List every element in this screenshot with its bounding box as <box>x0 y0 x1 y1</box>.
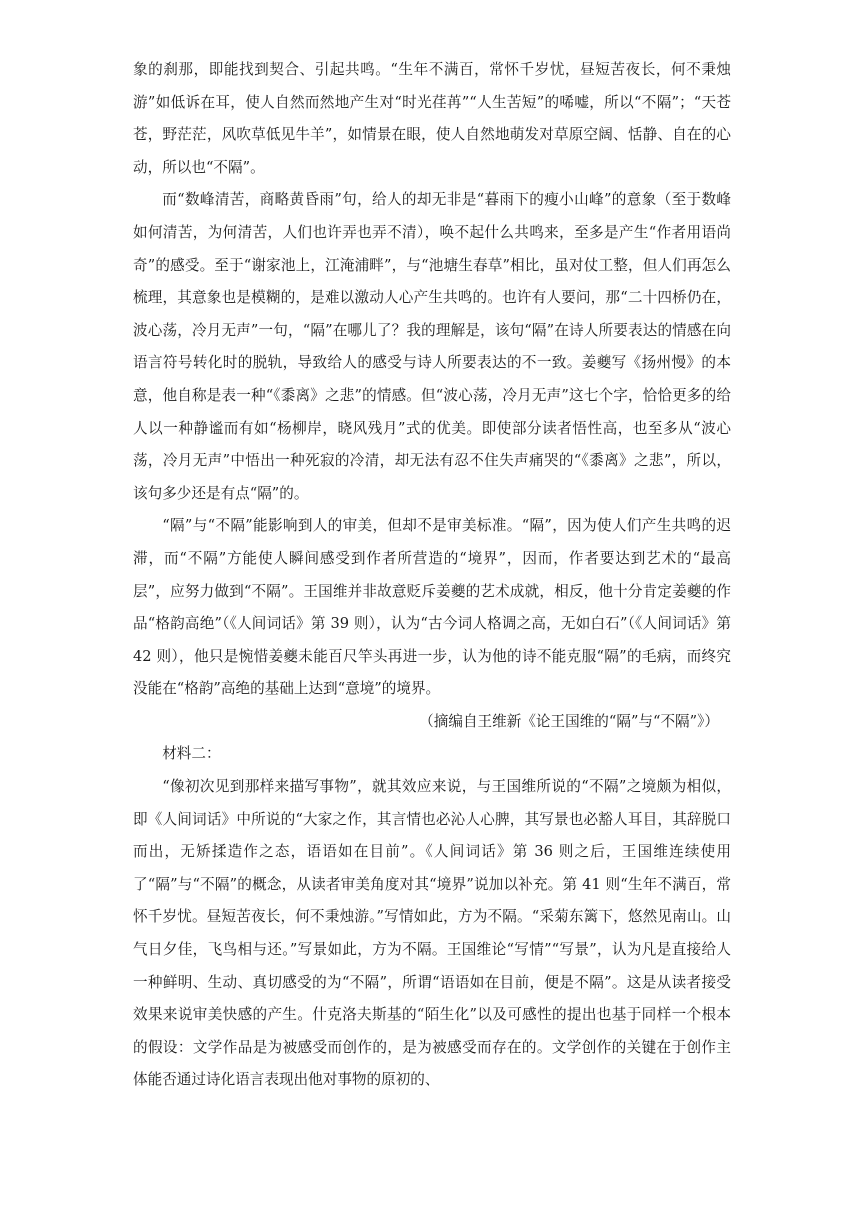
document-page <box>133 54 731 1097</box>
paragraph-4: “像初次见到那样来描写事物”，就其效应来说，与王国维所说的“不隔”之境颇为相似，即《人间词话》中所说的“大家之作，其言情也必沁人心脾，其写景也必豁人耳目，其辞脱口而出，无矫揉造作之态，语语如在目前”。《人间词话》第 36 则之后，王国维连续使用了“隔”与“不隔”的概念，从读者审美角度对其“境界”说加以补充。第 41 则“生年不满百，常怀千岁忧。昼短苦夜长，何不秉烛游。”写情如此，方为不隔。“采菊东篱下，悠然见南山。山气日夕佳，飞鸟相与还。”写景如此，方为不隔。王国维论“写情”“写景”，认为凡是直接给人一种鲜明、生动、真切感受的为“不隔”，所谓“语语如在目前，便是不隔”。这是从读者接受效果来说审美快感的产生。什克洛夫斯基的“陌生化”以及可感性的提出也基于同样一个根本的假设：文学作品是为被感受而创作的，是为被感受而存在的。文学创作的关键在于创作主体能否通过诗化语言表现出他对事物的原初的、 <box>133 778 731 1089</box>
paragraph-3: “隔”与“不隔”能影响到人的审美，但却不是审美标准。“隔”，因为使人们产生共鸣的迟滞，而“不隔”方能使人瞬间感受到作者所营造的“境界”，因而，作者要达到艺术的“最高层”，应努力做到“不隔”。王国维并非故意贬斥姜夔的艺术成就，相反，他十分肯定姜夔的作品“格韵高绝”（《人间词话》第 39 则），认为“古今词人格调之高，无如白石”（《人间词话》第 42 则），他只是惋惜姜夔未能百尺竿头再进一步，认为他的诗不能克服“隔”的毛病，而终究没能在“格韵”高绝的基础上达到“意境”的境界。 <box>133 517 731 698</box>
source-citation: （摘编自王维新《论王国维的“隔”与“不隔”》） <box>419 712 719 730</box>
section-heading: 材料二： <box>162 745 221 763</box>
paragraph-2: 而“数峰清苦，商略黄昏雨”句，给人的却无非是“暮雨下的瘦小山峰”的意象（至于数峰如何清苦，为何清苦，人们也许弄也弄不清），唤不起什么共鸣来，至多是产生“作者用语尚奇”的感受。至于“谢家池上，江淹浦畔”，与“池塘生春草”相比，虽对仗工整，但人们再怎么梳理，其意象也是模糊的，是难以激动人心产生共鸣的。也许有人要问，那“二十四桥仍在，波心荡，冷月无声”一句，“隔”在哪儿了？我的理解是，该句“隔”在诗人所要表达的情感在向语言符号转化时的脱轨，导致给人的感受与诗人所要表达的不一致。姜夔写《扬州慢》的本意，他自称是表一种“《黍离》之悲”的情感。但“波心荡，冷月无声”这七个字，恰恰更多的给人以一种静谧而有如“杨柳岸，晓风残月”式的优美。即使部分读者悟性高，也至多从“波心荡，冷月无声”中悟出一种死寂的冷清，却无法有忍不住失声痛哭的“《黍离》之悲”，所以，该句多少还是有点“隔”的。 <box>133 191 731 502</box>
paragraph-1: 象的刹那，即能找到契合、引起共鸣。“生年不满百，常怀千岁忧，昼短苦夜长，何不秉烛游”如低诉在耳，使人自然而然地产生对“时光荏苒”“人生苦短”的唏嘘，所以“不隔”；“天苍苍，野茫茫，风吹草低见牛羊”，如情景在眼，使人自然地萌发对草原空阔、恬静、自在的心动，所以也“不隔”。 <box>133 61 731 176</box>
